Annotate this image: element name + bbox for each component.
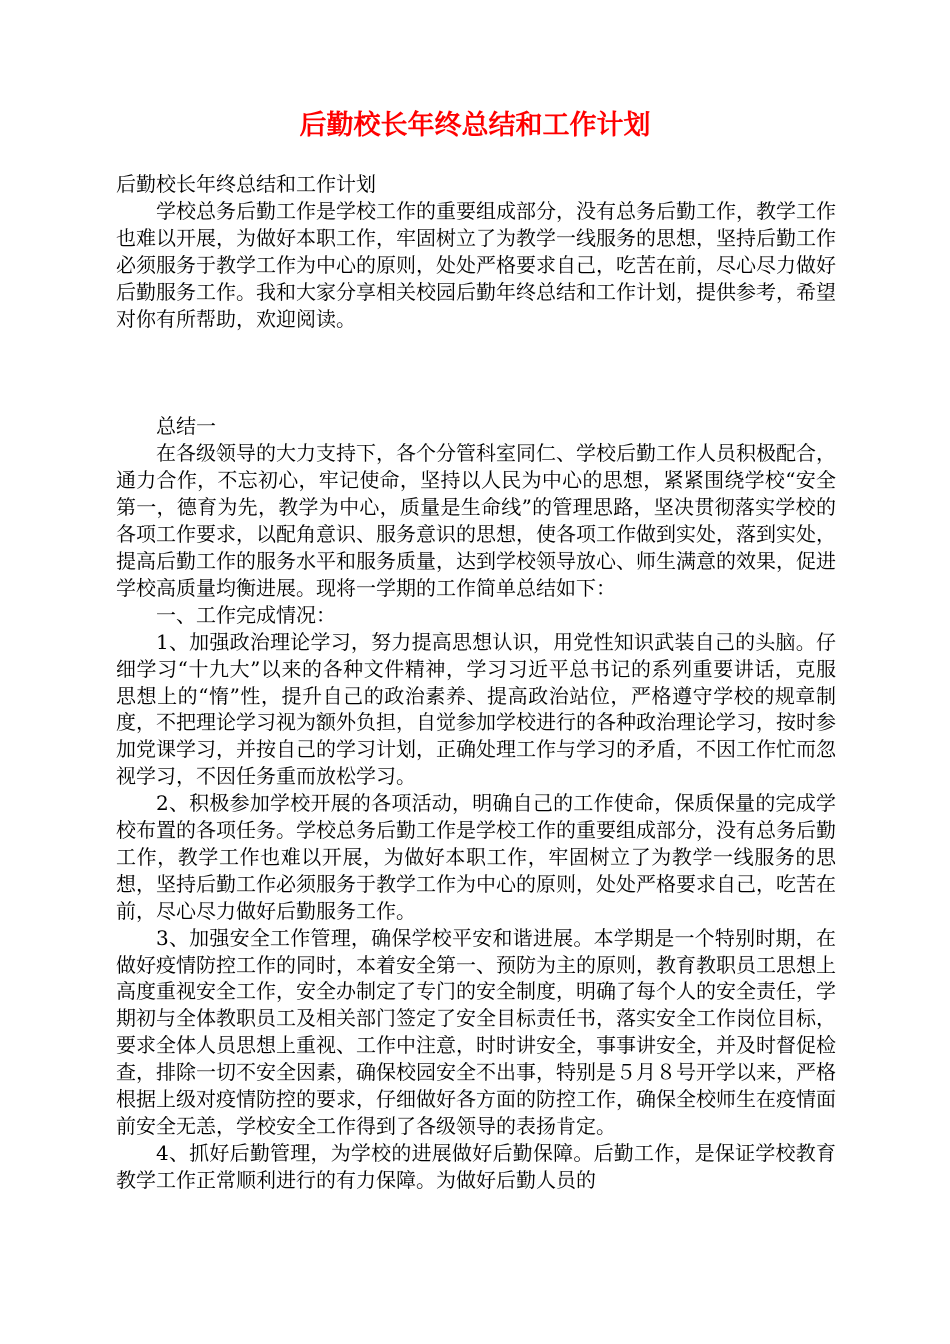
list-item: 4、抓好后勤管理，为学校的进展做好后勤保障。后勤工作，是保证学校教育教学工作正常顺利进行的有力保障。为做好后勤人员的 bbox=[116, 1140, 836, 1192]
intro-paragraph: 学校总务后勤工作是学校工作的重要组成部分，没有总务后勤工作，教学工作也难以开展，为做好本职工作，牢固树立了为教学一线服务的思想，坚持后勤工作必须服务于教学工作为中心的原则，处处严格要求自己，吃苦在前，尽心尽力做好后勤服务工作。我和大家分享相关校园后勤年终总结和工作计划，提供参考，希望对你有所帮助，欢迎阅读。 bbox=[116, 198, 836, 331]
section-heading: 总结一 bbox=[156, 414, 216, 439]
paragraph-gap bbox=[116, 332, 836, 413]
list-item: 1、加强政治理论学习，努力提高思想认识，用党性知识武装自己的头脑。仔细学习“十九大”以来的各种文件精神，学习习近平总书记的系列重要讲话，克服思想上的“惰”性，提升自己的政治素养、提高政治站位，严格遵守学校的规章制度，不把理论学习视为额外负担，自觉参加学校进行的各种政治理论学习，按时参加党课学习，并按自己的学习计划，正确处理工作与学习的矛盾，不因工作忙而忽视学习，不因任务重而放松学习。 bbox=[116, 629, 836, 789]
part-heading: 一、工作完成情况： bbox=[156, 602, 336, 627]
document-title: 后勤校长年终总结和工作计划 bbox=[299, 110, 651, 141]
section-intro-paragraph: 在各级领导的大力支持下，各个分管科室同仁、学校后勤工作人员积极配合，通力合作，不忘初心，牢记使命，坚持以人民为中心的思想，紧紧围绕学校“安全第一，德育为先，教学为中心，质量是生命线”的管理思路，坚决贯彻落实学校的各项工作要求，以配角意识、服务意识的思想，使各项工作做到实处，落到实处，提高后勤工作的服务水平和服务质量，达到学校领导放心、师生满意的效果，促进学校高质量均衡进展。现将一学期的工作简单总结如下： bbox=[116, 441, 836, 600]
list-item: 3、加强安全工作管理，确保学校平安和谐进展。本学期是一个特别时期，在做好疫情防控工作的同时，本着安全第一、预防为主的原则，教育教职员工思想上高度重视安全工作，安全办制定了专门的安全制度，明确了每个人的安全责任，学期初与全体教职员工及相关部门签定了安全目标责任书，落实安全工作岗位目标，要求全体人员思想上重视、工作中注意，时时讲安全，事事讲安全，并及时督促检查，排除一切不安全因素，确保校园安全不出事，特别是５月８号开学以来，严格根据上级对疫情防控的要求，仔细做好各方面的防控工作，确保全校师生在疫情面前安全无恙，学校安全工作得到了各级领导的表扬肯定。 bbox=[116, 925, 836, 1138]
document-body bbox=[116, 171, 836, 1194]
list-item: 2、积极参加学校开展的各项活动，明确自己的工作使命，保质保量的完成学校布置的各项任务。学校总务后勤工作是学校工作的重要组成部分，没有总务后勤工作，教学工作也难以开展，为做好本职工作，牢固树立了为教学一线服务的思想，坚持后勤工作必须服务于教学工作为中心的原则，处处严格要求自己，吃苦在前，尽心尽力做好后勤服务工作。 bbox=[116, 791, 836, 923]
document-subtitle: 后勤校长年终总结和工作计划 bbox=[116, 172, 376, 196]
